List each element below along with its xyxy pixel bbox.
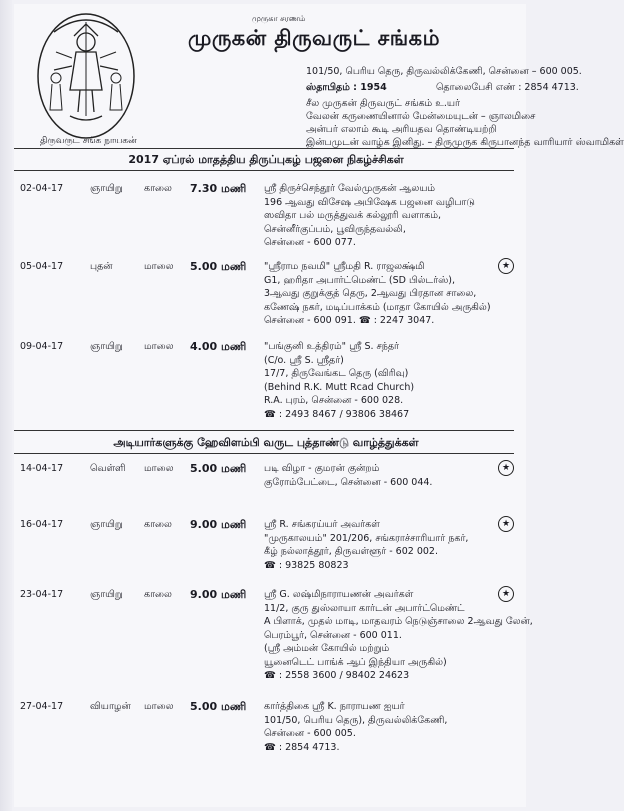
event-session: காலை xyxy=(144,183,172,194)
event-detail-line: "ஸ்ரீராம நவமி" ஸ்ரீமதி R. ராஜலக்ஷ்மி xyxy=(264,261,425,272)
event-detail-line: கார்த்திகை ஸ்ரீ K. நாராயண ஐயர் xyxy=(264,701,405,712)
event-session: மாலை xyxy=(144,701,174,712)
established: ஸ்தாபிதம் : 1954 xyxy=(306,82,387,93)
event-detail-line: 196 ஆவது விசேஷ அபிஷேக பஜனை வழிபாடு xyxy=(264,196,475,208)
event-date: 23-04-17 xyxy=(20,589,64,600)
verse-line: வேலன் கருணையினால் மேன்மையுடன் – ஞாலமிசை xyxy=(306,111,536,122)
event-date: 05-04-17 xyxy=(20,261,64,272)
event-detail-line: பெரம்பூர், சென்னை - 600 011. xyxy=(264,629,402,641)
event-date: 02-04-17 xyxy=(20,183,64,194)
event-detail-line: சென்னை - 600 005. xyxy=(264,728,356,739)
org-address: 101/50, பெரிய தெரு, திருவல்லிக்கேணி, சென்னை – 600 005. xyxy=(306,66,582,77)
event-day: வெள்ளி xyxy=(90,463,126,474)
event-detail-line: கணேஷ் நகர், மடிப்பாக்கம் (மாதா கோயில் அருகில்) xyxy=(264,301,491,313)
event-detail-line: A பிளாக், முதல் மாடி, மாதவரம் நெடுஞ்சாலை 2ஆவது லேன், xyxy=(264,616,533,627)
event-detail-line: ஸ்ரீ G. லஷ்மிநாராயணன் அவர்கள் xyxy=(264,589,414,600)
event-details xyxy=(264,588,533,683)
divider xyxy=(14,453,514,454)
event-detail-line: R.A. புரம், சென்னை - 600 028. xyxy=(264,395,404,406)
org-title: முருகன் திருவருட் சங்கம் xyxy=(188,26,440,50)
event-detail-line: 11/2, குரு துஸ்லாயா கார்டன் அபார்ட்மெண்ட் xyxy=(264,602,465,614)
event-detail-line: குரோம்பேட்டை, சென்னை - 600 044. xyxy=(264,476,433,488)
event-day: ஞாயிறு xyxy=(90,589,123,600)
event-detail-line: "பங்குனி உத்திரம்" ஸ்ரீ S. சந்தர் xyxy=(264,341,400,352)
divider xyxy=(14,170,514,171)
event-day: ஞாயிறு xyxy=(90,183,123,194)
event-session: காலை xyxy=(144,519,172,530)
event-time: 4.00 மணி xyxy=(190,340,247,353)
verse-line: சீல முருகன் திருவருட் சங்கம் உ.யர் xyxy=(306,98,460,109)
event-details xyxy=(264,340,520,421)
event-detail-line: சென்னை - 600 091. ☎ : 2247 3047. xyxy=(264,315,435,326)
star-icon: ★ xyxy=(498,460,514,476)
verse-line: அன்பர் எலாம் கூடி அரியதவ தொண்டியற்றி xyxy=(306,124,497,135)
event-details xyxy=(264,182,520,250)
invocation: முருகா சரணம் xyxy=(252,14,306,23)
event-details xyxy=(264,518,520,572)
org-phone: தொலைபேசி எண் : 2854 4713. xyxy=(436,82,579,93)
verse-line: இன்பமுடன் வாழ்க இனிது. – திருமுருக கிருபானந்த வாரியார் ஸ்வாமிகள் xyxy=(306,137,624,148)
event-day: ஞாயிறு xyxy=(90,341,123,352)
event-day: ஞாயிறு xyxy=(90,519,123,530)
star-icon: ★ xyxy=(498,258,514,274)
event-detail-line: சென்னை - 600 077. xyxy=(264,237,356,248)
event-date: 09-04-17 xyxy=(20,341,64,352)
event-time: 7.30 மணி xyxy=(190,182,247,195)
section-title-newyear: அடியார்களுக்கு ஹேவிளம்பி வருட புத்தாண்டு வாழ்த்துக்கள் xyxy=(113,436,419,449)
event-detail-line: கீழ் நல்லாத்தூர், திருவள்ளூர் - 602 002. xyxy=(264,546,438,557)
section-title-april: 2017 ஏப்ரல் மாதத்திய திருப்புகழ் பஜனை நிகழ்ச்சிகள் xyxy=(128,153,404,166)
event-session: மாலை xyxy=(144,341,174,352)
event-detail-line: (C/o. ஸ்ரீ S. ஸ்ரீதர்) xyxy=(264,354,344,366)
event-date: 27-04-17 xyxy=(20,701,64,712)
event-detail-line: படி விழா - குமரன் குன்றம் xyxy=(264,463,380,474)
event-detail-line: ஸ்ரீ திருச்செந்தூர் வேல்முருகன் ஆலயம் xyxy=(264,183,436,194)
deity-caption: திருவருட் சங்க நாயகன் xyxy=(40,136,137,146)
event-detail-line: 101/50, பெரிய தெரு), திருவல்லிக்கேணி, xyxy=(264,714,448,726)
event-day: வியாழன் xyxy=(90,701,131,712)
star-icon: ★ xyxy=(498,516,514,532)
event-time: 5.00 மணி xyxy=(190,462,247,475)
star-icon: ★ xyxy=(498,586,514,602)
event-time: 5.00 மணி xyxy=(190,260,247,273)
event-detail-line: ☎ : 93825 80823 xyxy=(264,559,349,571)
event-detail-line: ஸவிதா பல் மருத்துவக் கல்லூரி வளாகம், xyxy=(264,210,442,221)
event-detail-line: (Behind R.K. Mutt Rcad Church) xyxy=(264,381,415,393)
divider xyxy=(14,148,514,149)
event-detail-line: "முருகாலயம்" 201/206, சங்கராச்சாரியார் நகர், xyxy=(264,532,469,544)
divider xyxy=(14,430,514,431)
event-date: 16-04-17 xyxy=(20,519,64,530)
page-fold-shadow xyxy=(0,0,12,811)
event-detail-line: (ஸ்ரீ அம்மன் கோயில் மற்றும் xyxy=(264,643,390,654)
event-session: மாலை xyxy=(144,463,174,474)
event-detail-line: 3ஆவது குறுக்குத் தெரு, 2ஆவது பிரதான சாலை, xyxy=(264,288,477,299)
event-detail-line: 17/7, திருவேங்கட தெரு (விரிவு) xyxy=(264,368,409,379)
event-date: 14-04-17 xyxy=(20,463,64,474)
deity-illustration-icon xyxy=(36,12,136,140)
header xyxy=(36,10,624,158)
event-time: 5.00 மணி xyxy=(190,700,247,713)
event-detail-line: ☎ : 2493 8467 / 93806 38467 xyxy=(264,408,410,420)
event-detail-line: ☎ : 2854 4713. xyxy=(264,741,340,753)
event-detail-line: ஸ்ரீ R. சங்கரய்யர் அவர்கள் xyxy=(264,519,380,530)
event-session: மாலை xyxy=(144,261,174,272)
event-time: 9.00 மணி xyxy=(190,518,247,531)
event-details xyxy=(264,260,520,328)
event-day: புதன் xyxy=(90,261,113,272)
event-detail-line: சென்னீர்குப்பம், பூவிருந்தவல்லி, xyxy=(264,223,406,235)
event-details xyxy=(264,700,520,754)
event-detail-line: யூனைடெட் பாங்க் ஆப் இந்தியா அருகில்) xyxy=(264,656,447,668)
event-details xyxy=(264,462,520,489)
event-detail-line: ☎ : 2558 3600 / 98402 24623 xyxy=(264,670,410,681)
event-time: 9.00 மணி xyxy=(190,588,247,601)
event-detail-line: G1, ஹரிதா அபார்ட்மெண்ட் (SD பில்டர்ஸ்), xyxy=(264,274,455,286)
event-session: காலை xyxy=(144,589,172,600)
